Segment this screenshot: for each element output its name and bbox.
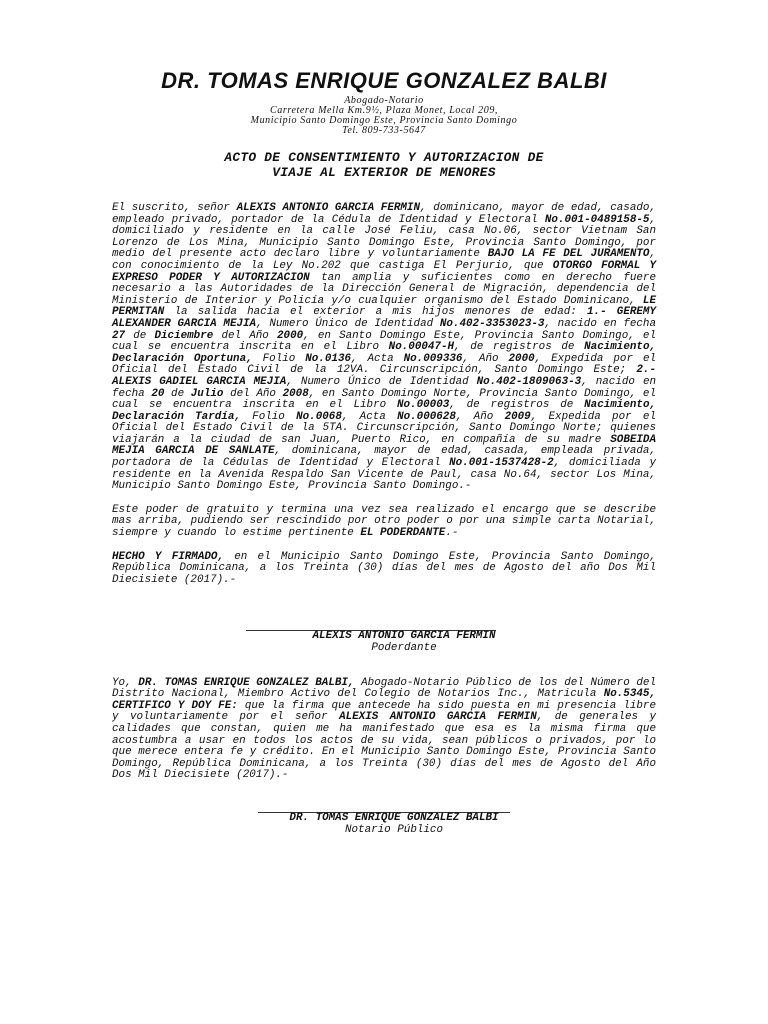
bold-text-run: DR. TOMAS ENRIQUE GONZALEZ BALBI, [138,676,355,689]
bold-text-run: No.00047-H [388,341,455,354]
text-run: , de generales y calidades que constan, quien me ha manifestado que esa es la misma firma que acostumbra a usar en todos los actos de su vida, sean públicos o privados, por lo que merece entera fe y crédito. En el Municipio Santo Domingo Este, Provincia Santo Domingo, República Dominicana, a los Treinta (30) días del mes de Agosto del Año Dos Mil Diecisiete (2017).- [112,711,656,782]
bold-text-run: No.001-0489158-5 [544,213,650,226]
text-run: Este poder de gratuito y termina una vez sea realizado el encargo que se describe mas arriba, pudiendo ser rescindido por otro poder o por una simple carta Notarial, siempre y cuando lo estime pertinente [112,503,656,540]
text-run: , Numero Único de Identidad [256,317,440,330]
text-run: , con conocimiento de la Ley No.202 que castiga El Perjurio, que [112,248,656,272]
text-run: , Año [455,410,505,423]
bold-text-run: 1.- GEREMY ALEXANDER GARCIA MEJIA [112,306,656,330]
text-run: la salida hacia el exterior a mis hijos menores de edad: [164,306,587,319]
bold-text-run: Nacimiento, Declaración Oportuna, [112,341,657,365]
notary-name: DR. TOMAS ENRIQUE GONZALEZ BALBI [289,811,499,824]
text-run: , dominicano, mayor de edad, casado, empleado privado, portador de la Cédula de Identidad y Electoral [112,202,656,226]
text-run: en el Municipio Santo Domingo Este, Provincia Santo Domingo, República Dominicana, a los Treinta (30) días del mes de Agosto del año Dos Mil Diecisiete (2017).- [112,550,656,586]
bold-text-run: 2.- ALEXIS GADIEL GARCIA MEJIA [112,364,656,388]
bold-text-run: No.009336 [403,352,463,365]
text-run: Abogado-Notario Público de los del Número del Distrito Nacional, Miembro Activo del Colegio de Notarios Inc., Matricula [112,676,656,701]
text-run: .- [445,527,459,540]
text-run: de [164,387,191,400]
grantor-role: Poderdante [371,642,437,654]
text-run: , Expedida por el Oficial del Estado Civil de la 5TA. Circunscripción, Santo Domingo Norte; quienes viajarán a la ciudad de san Juan, Puerto Rico, en compañía de su madre [112,410,656,446]
bold-text-run: LE PERMITAN [112,294,656,319]
text-run: , Numero Único de Identidad [286,375,477,388]
bold-text-run: 27 [112,329,126,342]
text-run: , Expedida por el Oficial del Estado Civil de la 12VA. Circunscripción, Santo Domingo Este; [112,352,657,377]
notary-role: Notario Público [344,823,444,836]
bold-text-run: ALEXIS ANTONIO GARCIA FERMIN [236,202,421,214]
text-run: , Acta [351,352,404,365]
text-run: que la firma que antecede ha sido puesta en mi presencia libre y voluntariamente por el señor [112,699,656,724]
text-run: Folio [252,352,306,365]
document-title-line1: ACTO DE CONSENTIMIENTO Y AUTORIZACION DE [224,150,544,165]
letterhead-address-line2: Municipio Santo Domingo Este, Provincia Santo Domingo [250,115,518,126]
text-run: tan amplia y suficientes como en derecho fuere necesario a las Autoridades de la Dirección General de Migración, dependencia del Ministerio de Interior y Policía y/o cualquier organismo del Estado Dominicano, [112,271,657,307]
bold-text-run: 20 [151,387,165,400]
notary-signature-block [112,812,656,836]
bold-text-run: SOBEIDA MEJIA GARCIA DE SANLATE [112,433,656,458]
text-run: , de registros de [454,341,585,354]
letterhead-address-line1: Carretera Mella Km.9½, Plaza Monet, Local 209, [269,105,499,116]
text-run: del Año [223,387,283,400]
bold-text-run: 2008 [282,387,309,400]
bold-text-run: No.001-1537428-2 [449,457,554,470]
bold-text-run: No.0068 [296,410,342,423]
bold-text-run: 2000 [277,329,304,342]
bold-text-run: No.000628 [397,410,456,423]
bold-text-run: No.0136 [305,352,352,365]
letterhead-phone: Tel. 809-733-5647 [342,125,426,136]
bold-text-run: BAJO LA FE DEL JURAMENTO [487,248,650,261]
text-run: El suscrito, señor [112,202,237,214]
text-run: , en Santo Domingo Este, Provincia Santo Domingo, el cual se encuentra inscrita en el Libro [112,329,656,354]
text-run: , en Santo Domingo Norte, Provincia Santo Domingo, el cual se encuentra inscrita en el Libro [112,387,656,412]
text-run: , domiciliado y residente en la calle José Feliu, casa No.06, sector Vietnam San Lorenzo de Los Mina, Municipio Santo Domingo Este, Provincia Santo Domingo, por medio del presente acto declaro libre y voluntariamente [112,213,656,261]
bold-text-run: No.00003 [396,399,450,412]
text-run: , Año [462,352,509,365]
grantor-signature-block [112,630,656,654]
text-run: , Acta [341,410,398,423]
bold-text-run: No.402-3353023-3 [439,317,545,330]
notary-certification-paragraph [112,678,656,782]
bold-text-run: 2009 [504,410,531,423]
text-run: Folio [240,410,297,423]
bold-text-run: OTORGO FORMAL Y EXPRESO PODER Y AUTORIZACION [112,259,656,284]
text-run: , nacido en fecha [544,317,656,330]
text-run: del Año [213,329,277,342]
letterhead-name: DR. TOMAS ENRIQUE GONZALEZ BALBI [161,68,607,93]
text-run: Yo, [112,676,139,689]
bold-text-run: No.5345, CERTIFICO Y DOY FE: [112,688,656,712]
bold-text-run: HECHO Y FIRMADO, [112,550,224,563]
bold-text-run: EL PODERDANTE [360,527,446,540]
grantor-name: ALEXIS ANTONIO GARCIA FERMIN [312,630,496,643]
terms-paragraph [112,505,656,540]
authorization-paragraph [112,203,656,493]
text-run: , de registros de [449,399,585,412]
signed-paragraph [112,552,656,587]
document-title [112,150,656,180]
text-run: , dominicana, mayor de edad, casada, empleada privada, portadora de la Cédulas de Identidad y Electoral [112,445,656,470]
bold-text-run: Diciembre [154,329,214,342]
bold-text-run: No.402-1809063-3 [476,375,582,388]
text-run: de [125,329,155,342]
document-title-line2: VIAJE AL EXTERIOR DE MENORES [272,165,496,180]
bold-text-run: Nacimiento, Declaración Tardía, [112,399,657,423]
bold-text-run: ALEXIS ANTONIO GARCIA FERMIN [339,711,537,724]
bold-text-run: Julio [190,387,224,400]
letterhead-title: Abogado-Notario [344,95,424,106]
bold-text-run: 2000 [508,352,535,365]
text-run: , domiciliada y residente en la Avenida Respaldo San Vicente de Paul, casa No.64, sector Los Mina, Municipio Santo Domingo Este, Provincia Santo Domingo.- [112,457,656,493]
text-run: , nacido en fecha [112,375,657,400]
